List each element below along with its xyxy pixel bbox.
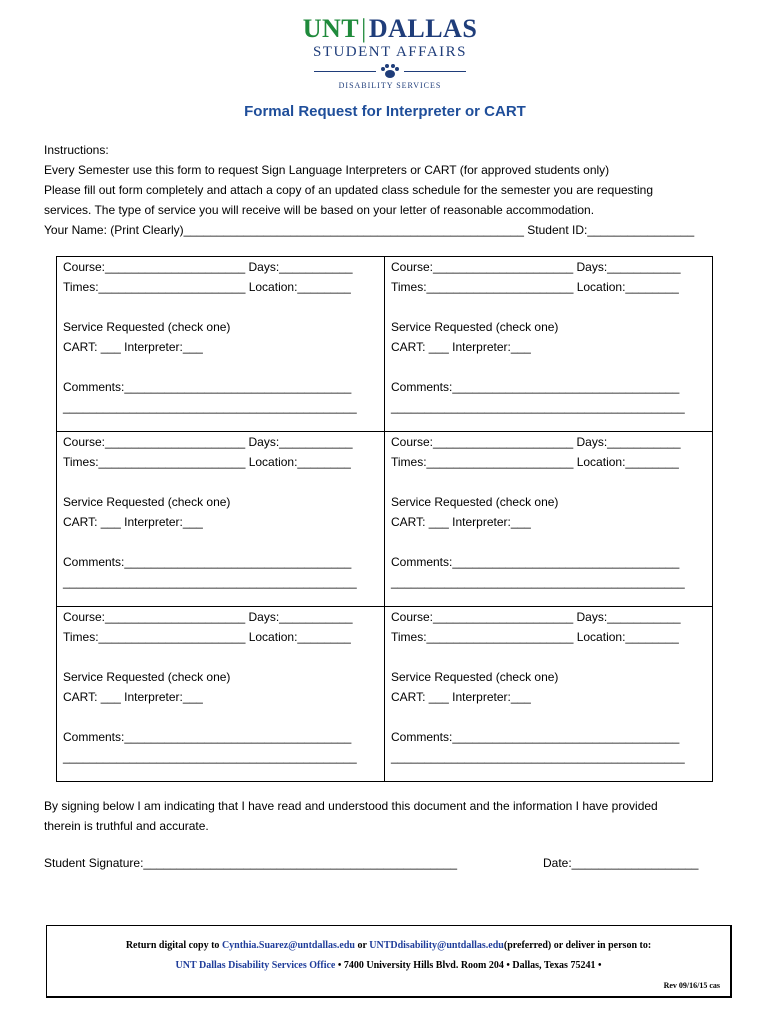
cart-interpreter-field[interactable]: CART: ___ Interpreter:___ [391,690,531,704]
course-days-field[interactable]: Course:_____________________ Days:___________ [63,435,353,449]
unt-dallas-logo [300,16,480,90]
declaration [44,796,734,836]
times-location-field[interactable]: Times:______________________ Location:________ [391,455,679,469]
logo-rule-left [314,71,376,72]
logo-dallas: DALLAS [368,14,478,43]
comments-field[interactable]: Comments:__________________________________ [391,380,680,394]
comments-line[interactable]: ____________________________________________ [63,575,357,589]
revision-note: Rev 09/16/15 cas [663,981,720,990]
table-row [57,432,713,607]
course-days-field[interactable]: Course:_____________________ Days:___________ [391,435,681,449]
logo-unt: UNT [302,14,360,43]
comments-line[interactable]: ____________________________________________ [391,575,685,589]
instructions [44,140,734,240]
student-signature-field[interactable]: Student Signature:_______________________________________________ [44,856,458,870]
declaration-line-1: By signing below I am indicating that I have read and understood this document and the information I have provided [44,799,658,813]
course-days-field[interactable]: Course:_____________________ Days:___________ [391,260,681,274]
return-or: or [354,940,370,951]
cart-interpreter-field[interactable]: CART: ___ Interpreter:___ [63,340,203,354]
form-title: Formal Request for Interpreter or CART [244,103,526,120]
course-block [57,432,385,607]
footer-box [46,925,732,998]
course-block [385,257,713,432]
cart-interpreter-field[interactable]: CART: ___ Interpreter:___ [391,515,531,529]
course-request-table [56,256,713,782]
times-location-field[interactable]: Times:______________________ Location:________ [391,630,679,644]
instructions-line-3: services. The type of service you will receive will be based on your letter of reasonable accommodation. [44,203,595,217]
times-location-field[interactable]: Times:______________________ Location:________ [63,280,351,294]
logo-rule [300,63,480,79]
course-block [57,607,385,782]
course-days-field[interactable]: Course:_____________________ Days:___________ [63,260,353,274]
service-requested-label: Service Requested (check one) [63,495,231,509]
service-requested-label: Service Requested (check one) [63,320,231,334]
instructions-heading: Instructions: [44,143,109,157]
comments-line[interactable]: ____________________________________________ [391,400,685,414]
logo-rule-right [404,71,466,72]
comments-field[interactable]: Comments:__________________________________ [391,555,680,569]
return-instructions [47,940,730,951]
logo-department: DISABILITY SERVICES [338,81,442,90]
course-days-field[interactable]: Course:_____________________ Days:___________ [63,610,353,624]
times-location-field[interactable]: Times:______________________ Location:________ [63,630,351,644]
name-and-id-field[interactable]: Your Name: (Print Clearly)___________________________________________________ Student ID:________________ [44,223,695,237]
service-requested-label: Service Requested (check one) [391,320,559,334]
cart-interpreter-field[interactable]: CART: ___ Interpreter:___ [63,690,203,704]
declaration-line-2: therein is truthful and accurate. [44,819,209,833]
email-link-cynthia[interactable]: Cynthia.Suarez@untdallas.edu [221,940,355,951]
course-block [385,432,713,607]
cart-interpreter-field[interactable]: CART: ___ Interpreter:___ [63,515,203,529]
logo-separator: | [361,14,367,43]
comments-line[interactable]: ____________________________________________ [63,750,357,764]
service-requested-label: Service Requested (check one) [391,670,559,684]
email-link-disability[interactable]: UNTDdisability@untdallas.edu [369,940,504,951]
logo-wordmark [300,16,480,42]
table-row [57,257,713,432]
cart-interpreter-field[interactable]: CART: ___ Interpreter:___ [391,340,531,354]
course-days-field[interactable]: Course:_____________________ Days:___________ [391,610,681,624]
return-prefix: Return digital copy to [125,940,222,951]
return-suffix: (preferred) or deliver in person to: [503,940,652,951]
table-row [57,607,713,782]
comments-field[interactable]: Comments:__________________________________ [63,730,352,744]
signature-row [44,856,724,870]
office-address [47,960,730,971]
comments-line[interactable]: ____________________________________________ [63,400,357,414]
course-block [385,607,713,782]
service-requested-label: Service Requested (check one) [391,495,559,509]
comments-line[interactable]: ____________________________________________ [391,750,685,764]
instructions-line-2: Please fill out form completely and attach a copy of an updated class schedule for the semester you are requesting [44,183,654,197]
street-address: • 7400 University Hills Blvd. Room 204 • Dallas, Texas 75241 • [335,960,602,971]
instructions-line-1: Every Semester use this form to request Sign Language Interpreters or CART (for approved students only) [44,163,610,177]
service-requested-label: Service Requested (check one) [63,670,231,684]
times-location-field[interactable]: Times:______________________ Location:________ [63,455,351,469]
date-field[interactable]: Date:___________________ [543,856,699,870]
comments-field[interactable]: Comments:__________________________________ [63,380,352,394]
comments-field[interactable]: Comments:__________________________________ [391,730,680,744]
paw-icon [378,63,402,79]
logo-subtitle: STUDENT AFFAIRS [312,44,468,60]
course-block [57,257,385,432]
comments-field[interactable]: Comments:__________________________________ [63,555,352,569]
times-location-field[interactable]: Times:______________________ Location:________ [391,280,679,294]
office-name: UNT Dallas Disability Services Office [175,960,336,971]
